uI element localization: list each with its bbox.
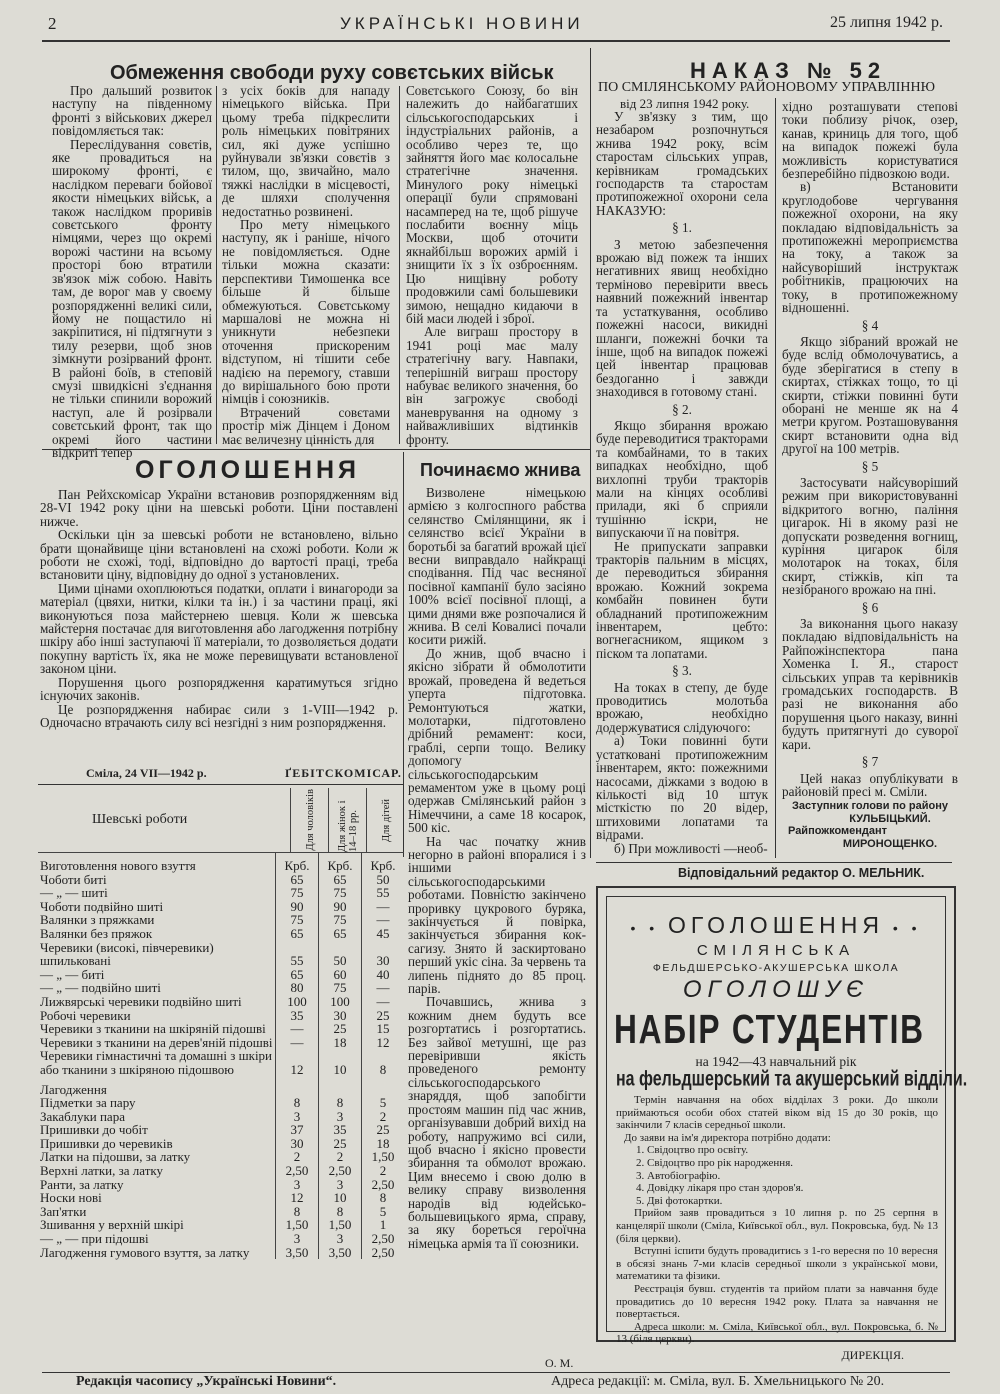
table-row [38,927,404,941]
table-row [38,1246,404,1260]
price-item-name: — „ — шиті [40,885,108,901]
table-row [38,1218,404,1232]
school-ad-title-text: ОГОЛОШЕННЯ [668,912,884,938]
price-value: 3 [276,1232,319,1246]
paragraph: Але виграш простору в 1941 році має малу стратегічну вагу. Навпаки, теперішній виграш простору набуває великого значення, бо він загрожує свободі маневрування на одному з найважливіших відтинків фронту. [406,324,578,447]
price-item-name: Пришивки до черевиків [40,1135,173,1151]
paragraph: У зв'язку з тим, що незабаром розпочнуться жнива 1942 року, всім старостам сільських управ, керівникам громадських господарств та старостам протипожежної охорони села НАКАЗУЮ: [596,109,768,218]
price-value: 1,50 [319,1218,362,1232]
masthead: УКРАЇНСЬКІ НОВИНИ [340,14,584,33]
price-value: 3 [319,1232,362,1246]
price-value: 1 [362,1218,405,1232]
announcement-place-date: Сміла, 24 VII—1942 р. [86,766,207,780]
price-value: 1,50 [276,1218,319,1232]
price-value: 75 [276,886,319,900]
col-divider [590,48,591,858]
price-item-name: — „ — при підошві [40,1231,149,1247]
table-row [38,873,404,887]
paragraph: Втрачений совєтами простір між Дінцем і Доном має величезну цінність для [222,404,390,447]
order-col-2 [782,100,958,798]
price-value: 35 [276,1009,319,1023]
price-table-head-women: Для жінок і 14–18 рр. [337,800,359,852]
price-value: 75 [276,913,319,927]
price-value: 60 [319,968,362,982]
price-value: 25 [319,1137,362,1151]
price-item-name: Черевики гімнастичні та домашні з шкіри або тканини з шкіряною підошвою [40,1048,273,1077]
price-value: 18 [362,1137,405,1151]
table-row [38,1137,404,1151]
price-value: 90 [319,900,362,914]
price-value: 75 [319,981,362,995]
school-ad-title: • • ОГОЛОШЕННЯ • • [630,912,922,938]
price-value: 30 [319,1009,362,1023]
section-mark: § 7 [861,754,879,770]
price-value: 65 [319,927,362,941]
footer-right: Адреса редакції: м. Сміла, вул. Б. Хмельницького № 20. [551,1374,885,1389]
paragraph: Це розпорядження набирає сили з 1-VIII—1942 р. Одночасно втрачають силу всі незгідні з ним розпорядження. [40,701,398,730]
paragraph: Визволене німецькою армією з колгоспного рабства селянство Смілянщини, як і селянство всієї України в боротьбі за багатий врожай цієї весни виправдало найкращі сподівання. Під час весняної посівної кампанії було засіяно 100% всієї посівної площі, а цими днями вже розпочалися й жнива. В селі Ковалисі почали косити рижій. [408,485,586,648]
price-value: 75 [319,913,362,927]
price-item-name: Ранти, за латку [40,1176,124,1192]
price-item-name: Черевики з тканини на шкіряній підошві [40,1021,266,1037]
price-value: — [276,1036,319,1050]
table-row [38,1110,404,1124]
table-row [38,913,404,927]
table-row [38,1123,404,1137]
paragraph: Пан Рейхскомісар України встановив розпорядженням від 28-VI 1942 року ціни на шевські роботи. Ціни поставлені нижче. [40,487,398,529]
price-value: 65 [319,873,362,887]
price-item-name: Чоботи подвійно шиті [40,898,164,914]
price-table-title: Шевські роботи [92,812,188,827]
price-value: 25 [319,1022,362,1036]
school-ad-org: СМІЛЯНСЬКА [696,942,856,959]
section-rule [596,862,952,863]
price-value: 2,50 [276,1164,319,1178]
table-row [38,995,404,1009]
table-row [38,1205,404,1219]
paragraph: в) Встановити круглодобове чергування пожежної охорони, на яку покладаю відповідальність за протипожежні мероприємства на току, а також за найсуворіший інструктаж робітників, працюючих на току, в протипожежному відношенні. [782,179,958,316]
paragraph: Не припускати заправки тракторів пальним в місцях, де переводиться збирання врожаю. Кожний зокрема комбайн повинен бути обладнаний протипожежним інвентарем, цебто: вогнегасником, ящиком з піском та лопатами. [596,538,768,661]
paragraph: Почавшись, жнива з кожним днем будуть все розгортатись і розгортатись. Без зайвої метушні, ще раз перевіривши якість проведеного ремонту сільськогосподарського знаряддя, щоб запобігти простоям машин під час жнив, організувавши добрий вихід на роботу, напружимо всі сили, щоб вчасно і якісно провести збирання та обмолот врожаю. Цим внесемо і свою долю в велику справу визволення народів від юдейсько-большевицького ярма, справу, за яку бореться героїчна німецька армія та її союзники. [408,994,586,1251]
price-value: 50 [362,873,405,887]
price-item-name: Робочі черевики [40,1007,131,1023]
paragraph: Оскільки цін за шевські роботи не встановлено, вільно брати щонайвище ціни встановлені на схожі роботи. Коли ж роботи не схожі, тоді, відповідно до вартості праці, треба встановити ціну, відповідну до одної з установлених. [40,527,398,583]
section-mark: § 3. [672,663,692,679]
price-value: 2 [362,1164,405,1178]
price-item-name: Пришивки до чобіт [40,1122,148,1138]
price-value: 25 [362,1009,405,1023]
signer-role: Заступник голови по району [791,800,949,812]
paragraph: На токах в степу, де буде проводитись молотьба врожаю, необхідно додержуватися слідуючого: [596,679,768,735]
table-row [38,1049,404,1076]
paragraph: Якщо збирання врожаю буде переводитися тракторами та комбайнами, то в таких випадках необхідно, щоб вихлопні труби тракторів мали на кінцях особливі прилади, які б сприяли тушінню іскри, не випускаючи її на повітря. [596,417,768,541]
list-item: 3. Автобіографію. [636,1169,721,1182]
paragraph: На час початку жнив негорно в районі впоралися і з іншими сільськогосподарськими роботами. Повністю закінчено проривку цукрового буряка, закінчується й повірка, закінчується збирання кок-сагизу. Знято й заскиртовано перший укіс сіна. За червень та липень піднято до 85 проц. парів. [408,833,586,997]
paragraph: Совєтського Союзу, бо він належить до найбагатших сільськогосподарських і індустріальних районів, а особливо через те, що зайняття його має колосальне стратегічне значення. Минулого року німецькі операції були спрямовані насамперед на те, щоб рішуче послабити воєнну міць Москви, щоб оточити якнайбільш ворожих армій і знищити їх з їх озброєнням. Цю нищівну роботу продовжили самі большевики зимою, нещадно кидаючи в бій маси людей і зброї. [406,83,578,326]
price-value: 90 [276,900,319,914]
price-value: 3 [319,1178,362,1192]
paragraph: хідно розташувати степові токи поблизу річок, озер, канав, криниць для того, щоб на випадок пожежі була можливість користуватися безперебійно підвозкою води. [782,99,958,182]
price-unit: Крб. [319,853,362,873]
table-row [38,981,404,995]
table-row [38,900,404,914]
paragraph: Реєстрація бувш. студентів та прийом плати за навчання буде провадитись до 10 вересня 1942 року. Плата за навчання не повертається. [616,1282,938,1321]
price-item-name: Верхні латки, за латку [40,1163,164,1179]
price-value: 10 [319,1049,362,1076]
price-item-name: Носки нові [40,1190,102,1206]
price-value: 8 [276,1205,319,1219]
section-mark: § 4 [861,317,879,333]
col-divider [216,86,217,444]
paragraph: Про дальший розвиток наступу на південному фронті з військових джерел повідомляється так: [52,83,212,139]
price-table-head-children: Для дітей [380,798,392,842]
article-col-3 [406,84,578,446]
price-group-row [38,1077,404,1097]
price-value: 12 [276,1191,319,1205]
paragraph: а) Токи повинні бути устатковані протипожежним інвентарем, якто: пожежними насосами, діжками з водою в кількості від 10 штук місткістю по 20 відер, штиховими лопатами та відрами. [596,733,768,843]
price-value: 40 [362,968,405,982]
page-number: 2 [48,14,57,33]
price-item-name: Черевики з тканини на дерев'яній підошві [40,1034,273,1050]
price-unit [319,1077,362,1097]
harvest-title: Починаємо жнива [420,460,581,480]
table-row [38,1009,404,1023]
price-value: 55 [362,886,405,900]
paragraph: Застосувати найсуворіший режим при використовуванні відкритого вогню, паління цигарок. Ні в якому разі не допускати розведення вогнищ, куріння цигарок біля молотарок на токах, біля скирт, стіжків, кіп та незібраного врожаю на пні. [782,474,958,598]
price-value: — [362,900,405,914]
price-value: 2,50 [319,1164,362,1178]
table-row [38,1150,404,1164]
price-value: 65 [276,873,319,887]
table-row [38,1036,404,1050]
paragraph: Якщо зібраний врожай не буде вслід обмолочуватись, а буде зберігатися в степу в скиртах, стіжках тощо, то ці скирти, стіжки повинні бути оборані не менше як на 4 метри кругом. Розташовування скирт встановити одна від другої на 100 метрів. [782,333,958,457]
docs-list [616,1144,938,1207]
table-row [38,1178,404,1192]
section-mark: § 6 [861,599,879,615]
footer-left: Редакція часопису „Українські Новини“. [76,1374,337,1389]
price-value: 100 [276,995,319,1009]
price-value: 2,50 [362,1178,405,1192]
paragraph: За виконання цього наказу покладаю відповідальність на Райпожінспектора пана Хоменка І. Я., старост сільських управ та керівників громадських господарств. В разі не виконання або порушення цього наказу, винні будуть притягнуті до суворої кари. [782,616,958,752]
price-value: 35 [319,1123,362,1137]
price-value: 37 [276,1123,319,1137]
order-date: від 23 липня 1942 року. [620,96,750,111]
price-value: 12 [276,1049,319,1076]
editor-line: Відповідальний редактор О. МЕЛЬНИК. [678,866,925,880]
list-item: 4. Довідку лікаря про стан здоров'я. [636,1182,804,1195]
list-item: 1. Свідоцтво про освіту. [636,1144,749,1157]
school-ad [596,886,968,1362]
announcement-signature: ҐЕБІТСКОМІСАР. [285,766,402,780]
paragraph: Термін навчання на обох відділах 3 роки. До школи приймаються особи обох статей віком від 15 до 30 років, що закінчили 7 класів середньої школи. [616,1094,938,1132]
price-value: — [362,995,405,1009]
article-title: Обмеження свободи руху совєтських військ [110,62,554,84]
table-row [38,1164,404,1178]
price-value: 30 [276,1137,319,1151]
price-value: 65 [276,968,319,982]
price-value: 10 [319,1191,362,1205]
paragraph: Порушення цього розпорядження каратимуться згідно існуючих законів. [40,674,398,704]
order-title: НАКАЗ № 52 [690,58,887,83]
price-value: — [276,1022,319,1036]
price-value: 75 [319,886,362,900]
signer-role: Райпожкомендант [788,825,888,837]
order-col-1 [596,110,768,855]
paragraph: З метою забезпечення врожаю від пожеж та інших негативних явищ необхідно терміново перевірити ввесь наявний пожежний інвентар та устаткування, особливо пожежні насоси, викидні шланги, пожежні бочки та інше, щоб на випадок пожежі цей інвентар працював бездоганно і завжди знаходився в готовому стані. [596,236,768,400]
section-mark: § 2. [672,401,692,417]
table-row [38,1232,404,1246]
price-value: 100 [319,995,362,1009]
issue-date: 25 липня 1942 р. [830,14,944,31]
price-value: 25 [362,1123,405,1137]
harvest-body [408,486,586,1250]
order-subtitle: ПО СМІЛЯНСЬКОМУ РАЙОНОВОМУ УПРАВЛІННЮ [598,80,936,95]
price-unit [362,1077,405,1097]
price-value: 3 [276,1110,319,1124]
price-unit: Крб. [362,853,405,873]
col-divider [399,86,400,444]
list-item: 5. Дві фотокартки. [636,1194,723,1207]
price-table-body [38,853,404,1259]
price-item-name: Зшивання у верхній шкірі [40,1217,184,1233]
school-ad-depts: на фельдшерський та акушерський відділи. [616,1068,968,1092]
paragraph: Адреса школи: м. Сміла, Київської обл., вул. Покровська, б. № 13 (біля церкви). [616,1320,938,1346]
price-unit: Крб. [276,853,319,873]
table-row [38,1096,404,1110]
table-row [38,1191,404,1205]
paragraph: Прийом заяв провадиться з 10 липня р. по 25 серпня в канцелярії школи (Сміла, Київської обл., вул. Покровська, буд. № 13 (біля церкви). [616,1207,938,1245]
paragraph: з усіх боків для нападу німецького війська. При цьому треба підкреслити роль німецьких повітряних сил, які дуже успішно руйнували зв'язки совєтів з тилом, що, звичайно, мало тяжкі наслідки в місцевості, де шляхи сполучення недостатньо розвинені. [222,83,390,219]
article-col-2 [222,84,390,446]
price-value: 5 [362,1205,405,1219]
price-group-title: Лагодження [40,1081,107,1097]
price-value: 12 [362,1036,405,1050]
price-value: 2 [362,1110,405,1124]
price-unit [276,1077,319,1097]
price-value: 80 [276,981,319,995]
price-value: 3,50 [319,1246,362,1260]
school-ad-headline: НАБІР СТУДЕНТІВ [614,1006,925,1052]
section-mark: § 1. [672,220,692,236]
price-value: 15 [362,1022,405,1036]
price-value: 45 [362,927,405,941]
price-value: 2,50 [362,1232,405,1246]
school-ad-details [616,1094,938,1361]
price-value: 18 [319,1036,362,1050]
price-table [38,788,404,1259]
price-item-name: Лагодження гумового взуття, за латку [40,1244,250,1260]
school-ad-year: на 1942—43 навчальний рік [695,1054,857,1069]
price-group-title: Виготовлення нового взуття [40,858,196,873]
section-mark: § 5 [861,458,879,474]
docs-title: До заяви на ім'я директора потрібно додати: [624,1131,831,1144]
price-table-head-men: Для чоловіків [304,789,316,851]
paragraph: Цей наказ опублікувати в районовій пресі м. Сміли. [782,770,958,799]
paragraph: Цими цінами охоплюються податки, оплати і винагороди за матеріал (цвяхи, нитки, кілки та ін.) і за частини праці, які виконуються поза майстернею шевця. Коли ж шевська майстерня постачає для виготовлення або лагодження потрібну шкіру або інші заступаючі її матеріали, то дозволяється додати покупну вартість їх, яка не може перевищувати встановленої законом ціни. [40,580,398,677]
price-item-name: Латки на підошви, за латку [40,1149,191,1165]
price-value: 3,50 [276,1246,319,1260]
price-item-name: Чоботи биті [40,871,107,887]
price-value: 5 [362,1096,405,1110]
price-item-name: Черевики (високі, півчеревики) шпильковані [40,939,214,969]
price-value: 3 [276,1178,319,1192]
price-value: — [362,981,405,995]
school-ad-signature: ДИРЕКЦІЯ. [841,1347,904,1362]
announcement-body [40,488,398,729]
price-item-name: Валянки без пряжок [40,925,153,941]
article-col-1 [52,84,212,459]
school-ad-org-2: ФЕЛЬДШЕРСЬКО-АКУШЕРСЬКА ШКОЛА [652,962,900,974]
price-group-row [38,853,404,873]
price-value: 8 [362,1191,405,1205]
price-value: 3 [319,1110,362,1124]
paragraph: Про мету німецького наступу, як і раніше, нічого не повідомляється. Одне тільки можна сказати: перспективи Тимошенка все більше й більше обмежуються. Совєтському маршалові не можна ні уникнути небезпеки оточення прискореним відступом, ні тішити себе надією на перемогу, ставши до вирішального бою проти німців і союзників. [222,217,390,407]
price-value: 65 [276,927,319,941]
price-value: 1,50 [362,1150,405,1164]
price-value: 30 [362,941,405,968]
price-value: — [362,913,405,927]
header-rule [42,40,950,42]
price-value: 8 [362,1049,405,1076]
price-value: 50 [319,941,362,968]
announcement-title: ОГОЛОШЕННЯ [135,456,360,484]
signer-name: МИРОНОЩЕНКО. [842,837,938,850]
section-rule [42,449,590,450]
price-value: 8 [276,1096,319,1110]
price-value: 2,50 [362,1246,405,1260]
price-item-name: Лижвярські черевики подвійно шиті [40,993,242,1009]
price-value: 55 [276,941,319,968]
footer-rule [42,1372,950,1373]
paragraph: Вступні іспити будуть провадитись з 1-го вересня по 10 вересня в обсязі знань 7-ми класів середньої школи з української мови, математики та фізики. [616,1245,938,1283]
table-row [38,886,404,900]
section-rule [38,784,403,785]
price-item-name: Підметки за пару [40,1095,136,1111]
price-value: 2 [319,1150,362,1164]
price-item-name: Валянки з пряжками [40,912,155,928]
price-item-name: — „ — биті [40,966,105,982]
table-row [38,1022,404,1036]
signer-name: КУЛЬБІЦЬКИЙ. [849,812,931,825]
school-ad-announces: ОГОЛОШУЄ [682,976,870,1003]
harvest-signature: О. М. [545,1356,574,1370]
paragraph: До жнив, щоб вчасно і якісно зібрати й обмолотити врожай, проведена й ведеться уперта підготовка. Ремонтуються жатки, молотарки, підготовлено дрібний ремамент: коси, граблі, серпи тощо. Велику допомогу сільськогосподарським ремаментом уже в цьому році одержав Смілянський район з Німеччини, а саме 18 косарок, 500 кіс. [408,645,586,836]
paragraph: б) При можливості —необ- [614,840,768,856]
table-row [38,968,404,982]
price-value: 8 [319,1205,362,1219]
price-value: 2 [276,1150,319,1164]
list-item: 2. Свідоцтво про рік народження. [636,1156,794,1169]
price-value: 8 [319,1096,362,1110]
price-item-name: Зап'ятки [40,1203,87,1219]
col-divider [775,98,776,858]
order-signatures [780,800,960,850]
table-row [38,941,404,968]
price-item-name: — „ — подвійно шиті [40,980,161,996]
price-item-name: Закаблуки пара [40,1108,125,1124]
paragraph: Переслідування совєтів, яке провадиться на широкому фронті, є наслідком переваги бойової якости німецьких військ, а також наслідком проривів совєтського фронту німцями, через що окремі ворожі частини на всьому просторі бою втратили зв'язок між собою. Навіть там, де ворог мав у своєму розпорядженні великі сили, йому не пощастило ні закріпитися, ні підтягнути з тилу резерви, щоб знов зімкнути розірваний фронт. В районі боїв, в степовій смузі швидкісні з'єднання не тільки спинили ворожий наступ, але й розірвали совєтський фронт, так що окремі його частини відкриті тепер [52,136,212,460]
